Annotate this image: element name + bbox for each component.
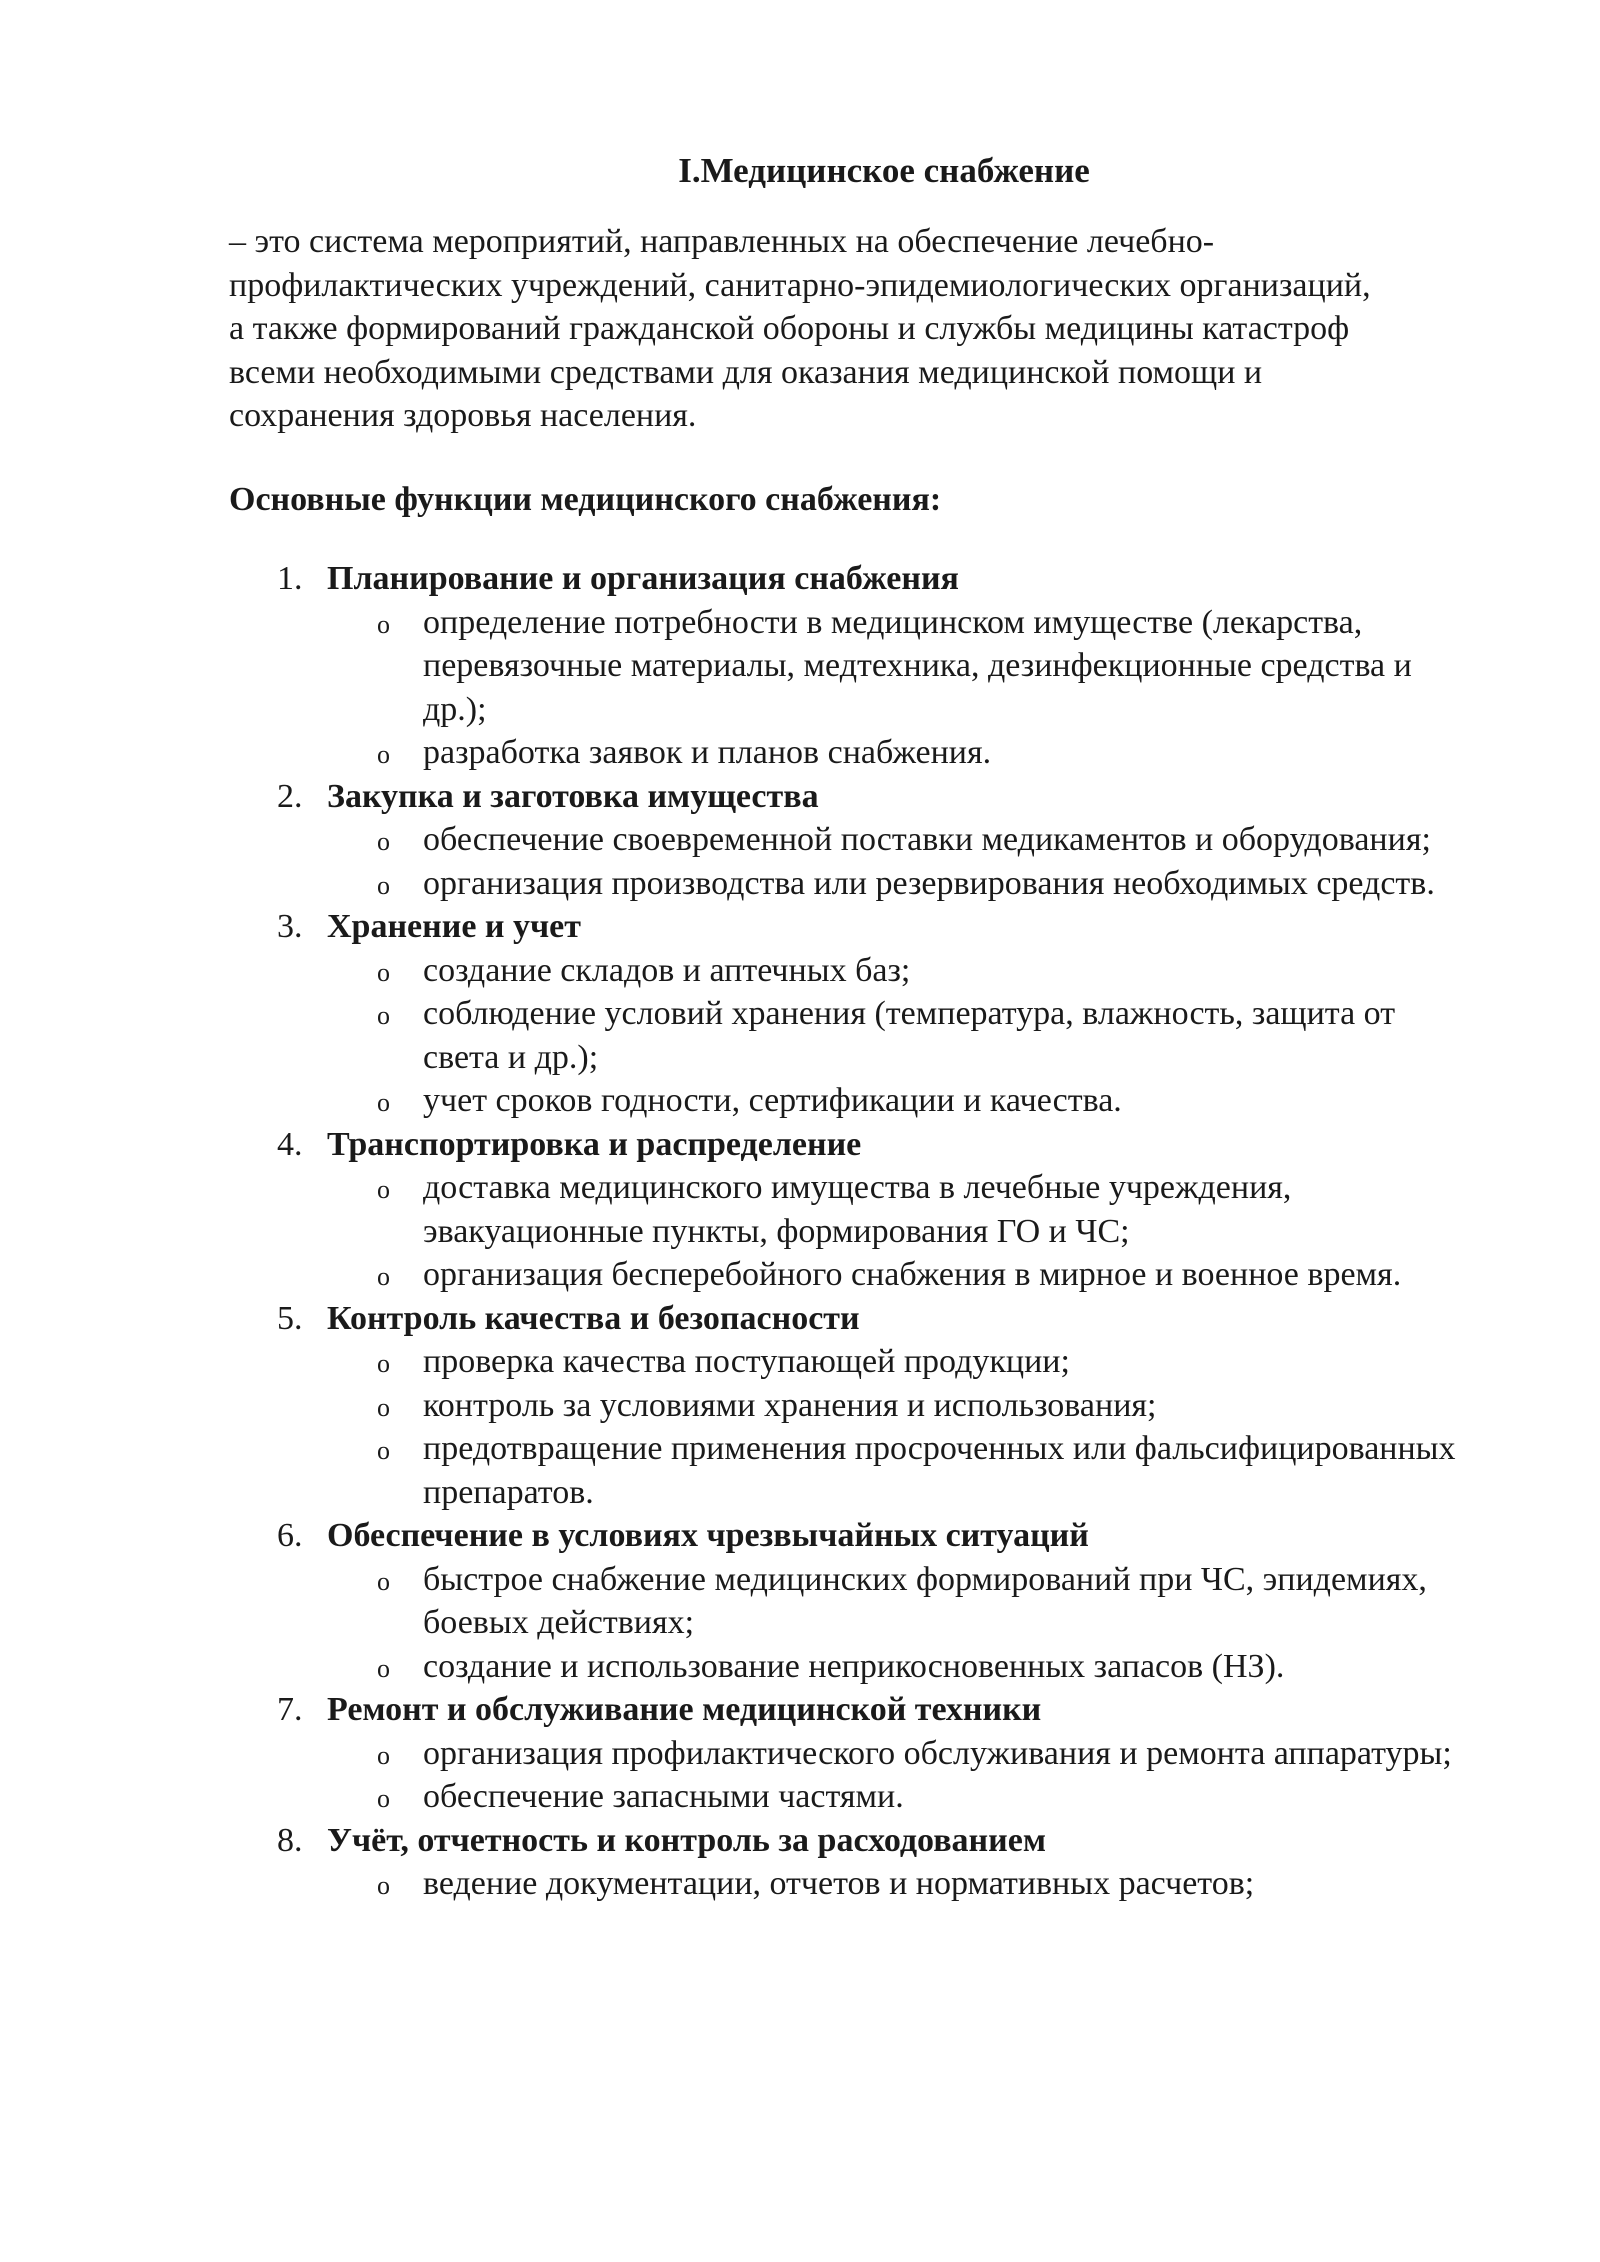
function-number: 3. [277,908,303,945]
bullet-marker: o [377,1436,390,1465]
function-subitem [327,1558,1463,1645]
function-subitem [327,1384,1463,1428]
function-subitem-text: организация производства или резервирования необходимых средств. [423,864,1435,902]
bullet-marker: o [377,1088,390,1117]
function-subitem [327,1340,1463,1384]
function-number: 5. [277,1299,303,1337]
function-subitem-text: быстрое снабжение медицинских формирований при ЧС, эпидемиях, боевых действиях; [423,1560,1427,1641]
document-title: I.Медицинское снабжение [678,151,1090,190]
function-number: 4. [277,1125,303,1163]
function-number: 7. [277,1691,303,1728]
function-item [229,1297,1479,1515]
function-number: 1. [277,560,303,597]
function-subitem-text: разработка заявок и планов снабжения. [423,734,992,771]
function-subitem-text: соблюдение условий хранения (температура, влажность, защита от света и др.); [423,995,1396,1076]
bullet-marker: o [377,870,390,900]
function-subitems [327,601,1479,775]
bullet-marker: o [377,1001,390,1030]
function-subitem [327,731,1463,775]
function-subitem [327,1775,1463,1819]
function-subitem-text: создание и использование неприкосновенных запасов (НЗ). [423,1647,1285,1685]
bullet-marker: o [377,740,390,769]
function-subitem [327,992,1463,1079]
bullet-marker: o [377,1871,390,1900]
function-subitem-text: предотвращение применения просроченных или фальсифицированных препаратов. [423,1430,1456,1511]
function-title: Учёт, отчетность и контроль за расходованием [327,1821,1046,1859]
bullet-marker: o [377,1566,390,1596]
function-subitem [327,601,1463,732]
function-subitem [327,1079,1463,1123]
function-subitems [327,949,1479,1123]
function-title: Планирование и организация снабжения [327,560,959,597]
bullet-marker: o [377,827,390,856]
function-subitems [327,818,1479,905]
function-subitems [327,1166,1479,1297]
function-subitem [327,1427,1463,1514]
function-subitem [327,1862,1463,1906]
function-subitem [327,1732,1463,1776]
intro-paragraph: – это система мероприятий, направленных на обеспечение лечебно-профилактических учреждений, санитарно-эпидемиологических организаций, а также формирований гражданской обороны и службы медицины катастроф всеми необходимыми средствами для оказания медицинской помощи и сохранения здоровья населения. [229,223,1371,434]
bullet-marker: o [377,1392,390,1422]
document-page [229,150,1479,1906]
bullet-marker: o [377,1740,390,1770]
bullet-marker: o [377,1349,390,1378]
bullet-marker: o [377,1175,390,1204]
function-item [229,905,1479,1123]
function-title: Хранение и учет [327,908,581,945]
function-title: Транспортировка и распределение [327,1125,862,1163]
function-subitems [327,1862,1479,1906]
function-subitem [327,949,1463,993]
function-subitem-text: обеспечение своевременной поставки медикаментов и оборудования; [423,821,1431,858]
function-subitem-text: ведение документации, отчетов и нормативных расчетов; [423,1865,1255,1902]
bullet-marker: o [377,609,390,639]
function-number: 6. [277,1517,303,1554]
function-subitem-text: создание складов и аптечных баз; [423,951,911,989]
function-subitem [327,1645,1463,1689]
function-subitem-text: организация профилактического обслуживания и ремонта аппаратуры; [423,1734,1452,1772]
function-title: Ремонт и обслуживание медицинской техники [327,1691,1042,1728]
function-subitem-text: организация бесперебойного снабжения в мирное и военное время. [423,1256,1402,1293]
function-item [229,1819,1479,1906]
bullet-marker: o [377,957,390,987]
function-subitem [327,818,1463,862]
functions-heading: Основные функции медицинского снабжения: [229,480,942,518]
function-item [229,557,1479,775]
function-number: 8. [277,1821,303,1859]
function-title: Обеспечение в условиях чрезвычайных ситуаций [327,1517,1089,1554]
function-subitems [327,1340,1479,1514]
function-number: 2. [277,777,303,815]
function-item [229,1123,1479,1297]
function-subitem [327,862,1463,906]
function-subitems [327,1732,1479,1819]
bullet-marker: o [377,1653,390,1683]
function-subitem-text: учет сроков годности, сертификации и качества. [423,1082,1122,1119]
function-subitem [327,1253,1463,1297]
function-item [229,775,1479,906]
function-item [229,1514,1479,1688]
bullet-marker: o [377,1784,390,1813]
function-item [229,1688,1479,1819]
function-subitem-text: обеспечение запасными частями. [423,1778,904,1815]
function-subitem-text: контроль за условиями хранения и использования; [423,1386,1157,1424]
function-subitem-text: определение потребности в медицинском имуществе (лекарства, перевязочные материалы, медтехника, дезинфекционные средства и др.); [423,603,1412,728]
function-subitem-text: проверка качества поступающей продукции; [423,1343,1070,1380]
functions-list [229,557,1479,1906]
function-subitem-text: доставка медицинского имущества в лечебные учреждения, эвакуационные пункты, формирования ГО и ЧС; [423,1169,1292,1250]
function-title: Контроль качества и безопасности [327,1299,860,1337]
function-title: Закупка и заготовка имущества [327,777,819,815]
function-subitem [327,1166,1463,1253]
function-subitems [327,1558,1479,1689]
bullet-marker: o [377,1262,390,1291]
